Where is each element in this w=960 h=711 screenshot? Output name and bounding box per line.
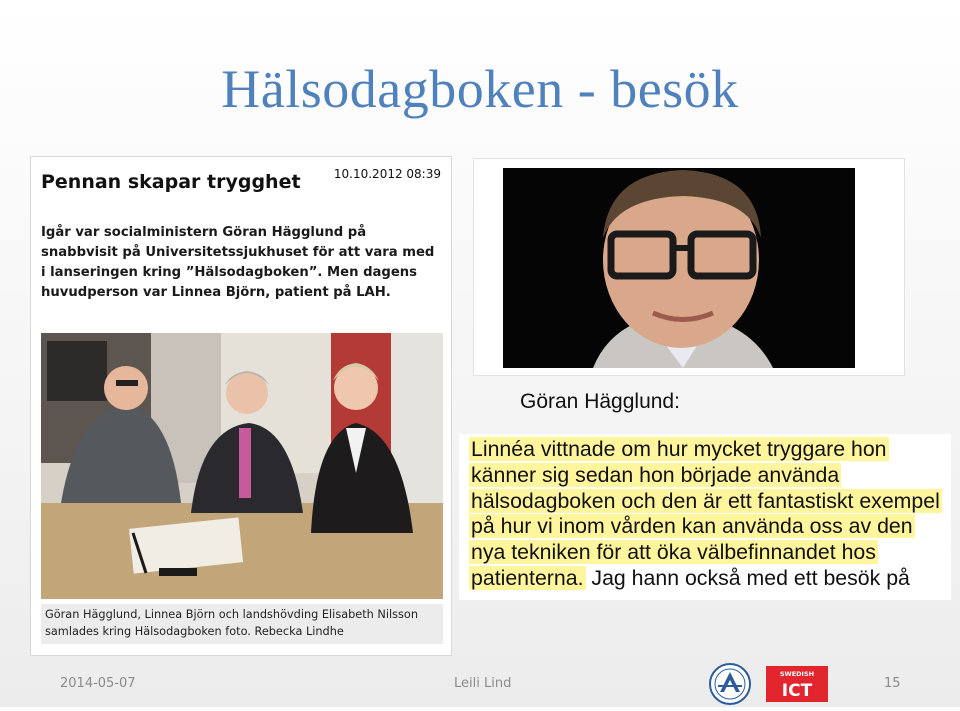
clipping-lead-text: Igår var socialministern Göran Hägglund på snabbvisit på Universitetssjukhuset för att vara med i lanseringen kring ”Hälsodagboken”. Men dagens huvudperson var Linnea Björn, patient på LAH. <box>41 225 435 300</box>
portrait-frame <box>473 158 905 376</box>
group-photo-illustration <box>41 333 443 599</box>
footer-date: 2014-05-07 <box>60 676 136 691</box>
portrait-illustration <box>503 168 855 368</box>
quote-rest-text: Jag hann också med ett besök på <box>585 565 910 590</box>
newspaper-clipping <box>30 156 452 656</box>
portrait-photo <box>503 168 855 368</box>
swedish-ict-logo <box>766 666 828 702</box>
slide-title: Hälsodagboken - besök <box>221 59 739 119</box>
clipping-photo-caption: Göran Hägglund, Linnea Björn och landshövding Elisabeth Nilsson samlades kring Hälsodagboken foto. Rebecka Lindhe <box>41 604 443 644</box>
quote-attribution: Göran Hägglund: <box>520 390 680 413</box>
clipping-headline: Pennan skapar trygghet <box>41 171 301 193</box>
quote-text <box>469 437 949 592</box>
quote-highlighted-text: Linnéa vittnade om hur mycket tryggare hon känner sig sedan hon började använda hälsodagboken och den är ett fantastiskt exempel på hur vi inom vården kan använda oss av den nya tekniken för att öka välbefinnandet hos patienterna. <box>471 437 940 590</box>
slide-number: 15 <box>884 676 901 691</box>
footer-author: Leili Lind <box>454 676 512 691</box>
liu-seal-logo <box>706 662 754 706</box>
quote-box <box>459 434 951 600</box>
ict-logo-text: SWEDISH <box>779 670 815 678</box>
clipping-date: 10.10.2012 08:39 <box>333 167 441 181</box>
clipping-photo <box>41 333 443 599</box>
ict-logo-mark: ICT <box>781 681 813 701</box>
